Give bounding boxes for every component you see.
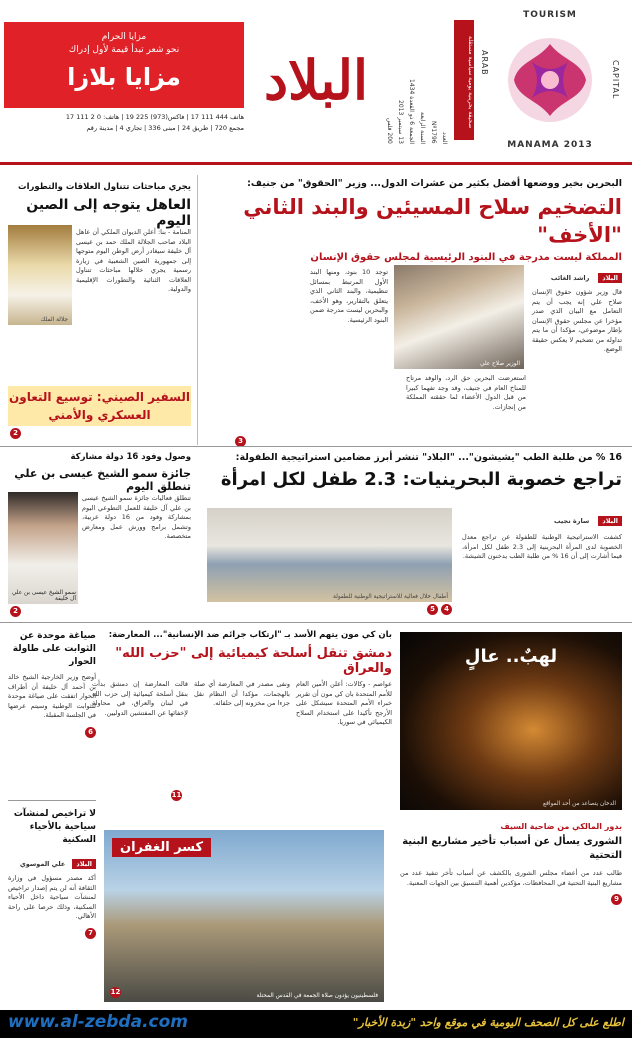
lead-story bbox=[192, 178, 622, 263]
license-body: أكد مصدر مسؤول في وزارة الثقافة أنه لن يتم إصدار تراخيص لمنشآت سياحية داخل الأحياء السكنية، وذلك حرصا على راحة الأهالي. bbox=[8, 874, 96, 920]
dialogue-story bbox=[8, 630, 96, 738]
masthead-rule bbox=[0, 162, 632, 165]
ad-line-1: مزايا الحرام bbox=[101, 32, 147, 42]
fertility-badge-1: 4 bbox=[441, 604, 452, 615]
issue-date: 13 سبتمبر 2013 bbox=[397, 100, 404, 144]
license-headline[interactable]: لا تراخيص لمنشآت سياحية بالأحياء السكنية bbox=[13, 809, 96, 845]
masthead-strip: صحيفة بحرينية يومية سياسية مستقلة bbox=[454, 20, 474, 140]
mosque-caption: فلسطينيون يؤدون صلاة الجمعة في القدس المحتلة bbox=[256, 993, 378, 999]
syria-col-3 bbox=[92, 680, 188, 718]
prince-photo bbox=[8, 492, 78, 604]
manama-2013-logo bbox=[480, 10, 620, 150]
king-kicker: يجري مباحثات تتناول العلاقات والتطورات bbox=[18, 182, 191, 192]
shura-headline[interactable]: الشورى يسأل عن أسباب تأخير مشاريع البنية التحتية bbox=[402, 836, 622, 861]
divider bbox=[8, 800, 96, 801]
issue-hijri-date: الجمعة 6 ذو القعدة 1434 bbox=[408, 79, 415, 144]
dialogue-body: أوضح وزير الخارجية الشيخ خالد بن أحمد آل خليفة أن أطراف الحوار اتفقت على صياغة موحدة للثوابت الوطنية وسيتم عرضها في الجلسة المقبلة. bbox=[8, 673, 96, 719]
ambassador-box bbox=[8, 386, 191, 426]
license-byline: علي الموسوي bbox=[19, 860, 66, 868]
syria-col-3-text: قالت المعارضة إن دمشق بدأت بنقل أسلحة كيميائية إلى حزب الله في لبنان والعراق، في محاولة لإخفائها عن المفتشين الدوليين. bbox=[92, 680, 188, 717]
mosque-banner: كسر الغفران bbox=[112, 838, 211, 857]
lead-kicker: البحرين بخير ووضعها أفضل بكثير من عشرات الدول... وزير "الحقوق" من جنيف: bbox=[247, 178, 622, 189]
divider bbox=[0, 446, 632, 447]
prince-photo-caption: سمو الشيخ عيسى بن علي آل خليفة bbox=[11, 590, 76, 602]
issue-label: العدد bbox=[441, 131, 448, 144]
lead-col-1-text: قال وزير شؤون حقوق الإنسان صلاح علي إنه يجب أن يتم التعامل مع البيان الذي صدر مؤخرا عن مجلس حقوق الإنسان بإطار موضوعي، مؤكدا أن ما يتم تداوله من تضخيم لا يعكس حقيقة الوضع. bbox=[532, 288, 622, 353]
lead-byline: راشد الغائب bbox=[550, 274, 590, 282]
fertility-badge-2: 5 bbox=[427, 604, 438, 615]
tourism-label: TOURISM bbox=[523, 10, 577, 20]
night-title: لهبٌ.. عالٍ bbox=[464, 646, 558, 667]
syria-col-1 bbox=[296, 680, 392, 728]
lead-headline[interactable]: التضخيم سلاح المسيئين والبند الثاني "الأخف" bbox=[243, 195, 622, 247]
king-headline[interactable]: العاهل يتوجه إلى الصين اليوم bbox=[26, 197, 191, 229]
lead-col-3 bbox=[310, 268, 388, 325]
divider bbox=[0, 622, 632, 623]
fertility-photo bbox=[207, 508, 452, 602]
syria-badge: 11 bbox=[171, 791, 182, 799]
syria-kicker: بان كي مون يتهم الأسد بـ "ارتكاب جرائم ضد الإنسانية"... المعارضة: bbox=[108, 630, 392, 640]
footer-text: اطلع على كل الصحف اليومية في موقع واحد "زبدة الأخبار" bbox=[352, 1016, 624, 1029]
king-story bbox=[8, 182, 191, 229]
dialogue-headline[interactable]: صياغة موحدة عن الثوابت على طاولة الحوار bbox=[12, 631, 96, 667]
ad-address: مجمع 720 | طريق 24 | مبنى 336 | تجاري 4 | مدينة رقم bbox=[86, 124, 244, 132]
syria-headline[interactable]: دمشق تنقل أسلحة كيميائية إلى "حزب الله" والعراق bbox=[115, 646, 392, 676]
prince-badge: 2 bbox=[10, 606, 21, 617]
night-photo bbox=[400, 632, 622, 810]
masthead bbox=[0, 0, 632, 160]
arab-label: ARAB bbox=[480, 50, 489, 76]
fertility-body bbox=[462, 508, 622, 562]
ambassador-headline[interactable]: السفير الصيني: توسيع التعاون العسكري والأمني bbox=[9, 390, 190, 422]
ad-line-2: نحو شعر تبدأ قيمة لأول إدراك bbox=[68, 45, 180, 55]
prince-body-text: تنطلق فعاليات جائزة سمو الشيخ عيسى بن علي آل خليفة للعمل التطوعي اليوم بمشاركة وفود من 16 دولة عربية، وتشمل برامج وورش عمل ومعارض متخصصة. bbox=[82, 494, 191, 540]
king-body bbox=[76, 228, 191, 295]
ad-logo: مزايا بلازا bbox=[67, 63, 181, 91]
lead-col-2-text: استعرضت البحرين حق الرد، والوفد مرتاح للمناخ العام في جنيف، وقد وجد تفهما كبيرا من قبل الدول الأعضاء لما حققته المملكة من إنجازات. bbox=[406, 374, 526, 411]
lead-col-2 bbox=[406, 374, 526, 412]
manama-label: MANAMA 2013 bbox=[507, 140, 593, 150]
shura-kicker: بدور المالكي من ضاحية السيف bbox=[500, 822, 622, 831]
syria-col-1-text: عواصم - وكالات: أعلن الأمين العام للأمم المتحدة بان كي مون أن تقرير خبراء الأمم المتحدة سيشكل على الأرجح تأكيدا على استخدام السلاح الكيميائي في سوريا. bbox=[296, 680, 392, 726]
lead-photo-caption: الوزير صلاح علي bbox=[479, 361, 520, 367]
prince-story bbox=[8, 452, 191, 493]
capital-label: CAPITAL bbox=[611, 60, 620, 100]
divider bbox=[197, 175, 198, 445]
syria-story bbox=[92, 630, 392, 676]
issue-price: 200 فلس bbox=[386, 118, 393, 144]
ad-banner[interactable] bbox=[4, 22, 244, 108]
fertility-kicker: 16 % من طلبة الطب "يشيشون"... "البلاد" تنشر أبرز مضامين استراتيجية الطفولة: bbox=[235, 452, 622, 463]
license-badge: 7 bbox=[85, 928, 96, 939]
king-body-text: المنامة - بنا: أعلن الديوان الملكي أن عاهل البلاد صاحب الجلالة الملك حمد بن عيسى آل خليفة سيغادر أرض الوطن اليوم متوجها إلى جمهورية الصين الشعبية في زيارة رسمية يجري خلالها مباحثات تتناول العلاقات الثنائية والتطورات الإقليمية والدولية. bbox=[76, 228, 191, 293]
lead-subhead: المملكة ليست مدرجة في البنود الرئيسية لمجلس حقوق الإنسان bbox=[310, 252, 622, 263]
ad-phones: هاتف 444 111 17 | فاكس(973) 225 19 | هاتف: 0 2 111 17 bbox=[65, 113, 244, 121]
fertility-headline[interactable]: تراجع خصوبة البحرينيات: 2.3 طفل لكل امرأة bbox=[220, 469, 622, 490]
lead-col-3-text: توجد 10 بنود، ومنها البند الأول المرتبط بمسائل تنظيمية، والبند الثاني الذي يتعلق بالتقارير، وهو الأخف، والبحرين ليست مدرجة ضمن البنود الرئيسية. bbox=[310, 268, 389, 324]
footer-banner[interactable] bbox=[0, 1010, 632, 1038]
lead-col-1 bbox=[532, 265, 622, 355]
prince-kicker: وصول وفود 16 دولة مشاركة bbox=[70, 452, 191, 462]
king-photo-caption: جلالة الملك bbox=[40, 317, 68, 323]
tourism-license-story bbox=[8, 808, 96, 939]
mosque-badge: 12 bbox=[110, 988, 121, 996]
newspaper-title: البلاد bbox=[263, 48, 369, 112]
footer-url[interactable]: www.al-zebda.com bbox=[8, 1012, 189, 1032]
shura-story bbox=[400, 822, 622, 905]
lead-photo bbox=[394, 265, 524, 369]
masthead-ad[interactable] bbox=[4, 22, 244, 154]
prince-headline[interactable]: جائزة سمو الشيخ عيسى بن علي تنطلق اليوم bbox=[14, 467, 191, 493]
night-caption: الدخان يتصاعد من أحد المواقع bbox=[543, 801, 616, 807]
syria-col-2-text: ونفى مصدر في المعارضة أي صلة بالهجمات، مؤكدا أن النظام نقل جزءا من مخزونه إلى حلفائه. bbox=[194, 680, 290, 707]
issue-number: Nº1796 bbox=[430, 121, 437, 144]
ad-contact bbox=[4, 112, 244, 134]
flower-logo-icon bbox=[502, 32, 598, 128]
fertility-photo-caption: أطفال خلال فعالية للاستراتيجية الوطنية للطفولة bbox=[333, 594, 448, 600]
syria-col-2 bbox=[194, 680, 290, 709]
prince-body bbox=[82, 494, 191, 542]
fertility-body-text: كشفت الاستراتيجية الوطنية للطفولة عن تراجع معدل الخصوبة لدى المرأة البحرينية إلى 2.3 طفل لكل امرأة، فيما أشارت إلى أن 16 % من طلبة الطب يدخنون الشيشة. bbox=[462, 533, 622, 560]
issue-info bbox=[380, 24, 450, 144]
king-page-badge: 2 bbox=[10, 428, 21, 439]
lead-label: البلاد bbox=[598, 273, 622, 283]
issue-year: السنة الرابعة bbox=[419, 111, 426, 144]
mosque-photo bbox=[104, 830, 384, 1002]
fertility-label: البلاد bbox=[598, 516, 622, 526]
shura-badge: 9 bbox=[611, 894, 622, 905]
king-photo bbox=[8, 225, 72, 325]
dialogue-badge: 6 bbox=[85, 727, 96, 738]
fertility-byline: سارة نجيب bbox=[553, 517, 590, 525]
license-label: البلاد bbox=[72, 859, 96, 869]
shura-body: طالب عدد من أعضاء مجلس الشورى بالكشف عن أسباب تأخر تنفيذ عدد من مشاريع البنية التحتية في المحافظات، مؤكدين أهمية التنسيق بين الجهات المعنية. bbox=[400, 869, 622, 887]
fertility-story bbox=[202, 452, 622, 490]
lead-page-badge: 3 bbox=[235, 436, 246, 447]
